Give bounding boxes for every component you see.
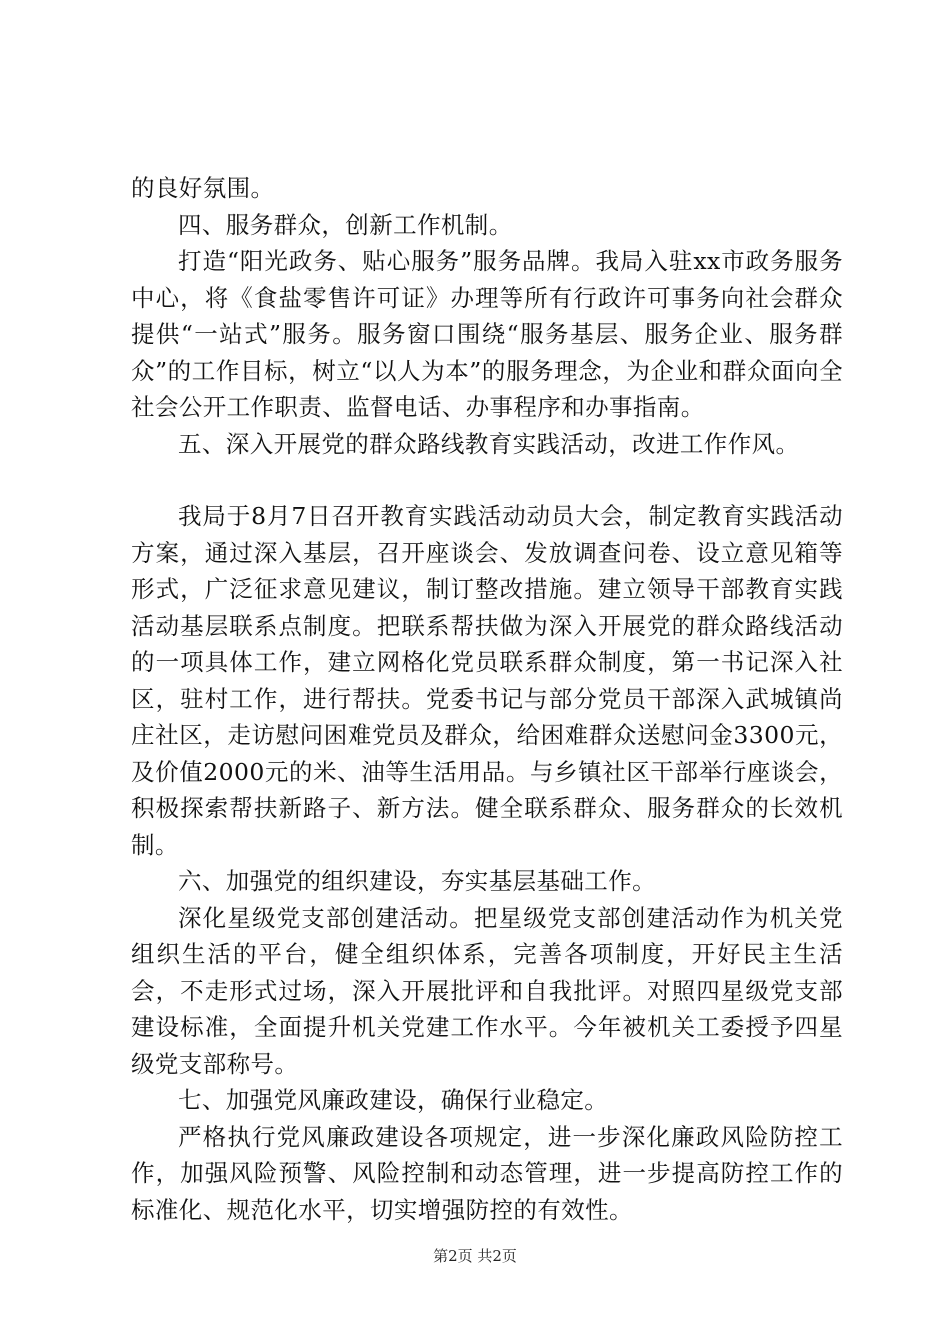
section-heading-6: 六、加强党的组织建设，夯实基层基础工作。 <box>178 867 656 895</box>
page-number-footer: 第2页 共2页 <box>433 1247 517 1265</box>
document-body <box>131 170 843 1228</box>
section-heading-5: 五、深入开展党的群众路线教育实践活动，改进工作作风。 <box>178 429 800 458</box>
paragraph-continuation: 的良好氛围。 <box>131 174 275 202</box>
paragraph-education-practice: 我局于8月7日召开教育实践活动动员大会，制定教育实践活动方案，通过深入基层，召开座谈会、发放调查问卷、设立意见箱等形式，广泛征求意见建议，制订整改措施。建立领导干部教育实践活动基层联系点制度。把联系帮扶做为深入开展党的群众路线活动的一项具体工作，建立网格化党员联系群众制度，第一书记深入社区，驻村工作，进行帮扶。党委书记与部分党员干部深入武城镇尚庄社区，走访慰问困难党员及群众，给困难群众送慰问金3300元，及价值2000元的米、油等生活用品。与乡镇社区干部举行座谈会，积极探索帮扶新路子、新方法。健全联系群众、服务群众的长效机制。 <box>131 502 843 859</box>
paragraph-integrity: 严格执行党风廉政建设各项规定，进一步深化廉政风险防控工作，加强风险预警、风险控制和动态管理，进一步提高防控工作的标准化、规范化水平，切实增强防控的有效性。 <box>131 1122 843 1224</box>
section-heading-4: 四、服务群众，创新工作机制。 <box>178 210 513 239</box>
paragraph-star-branch: 深化星级党支部创建活动。把星级党支部创建活动作为机关党组织生活的平台，健全组织体系，完善各项制度，开好民主生活会，不走形式过场，深入开展批评和自我批评。对照四星级党支部建设标准，全面提升机关党建工作水平。今年被机关工委授予四星级党支部称号。 <box>131 903 843 1078</box>
section-heading-7: 七、加强党风廉政建设，确保行业稳定。 <box>178 1086 609 1114</box>
paragraph-service-brand: 打造“阳光政务、贴心服务”服务品牌。我局入驻xx市政务服务中心，将《食盐零售许可证》办理等所有行政许可事务向社会群众提供“一站式”服务。服务窗口围绕“服务基层、服务企业、服务群众”的工作目标，树立“以人为本”的服务理念，为企业和群众面向全社会公开工作职责、监督电话、办事程序和办事指南。 <box>131 247 843 421</box>
